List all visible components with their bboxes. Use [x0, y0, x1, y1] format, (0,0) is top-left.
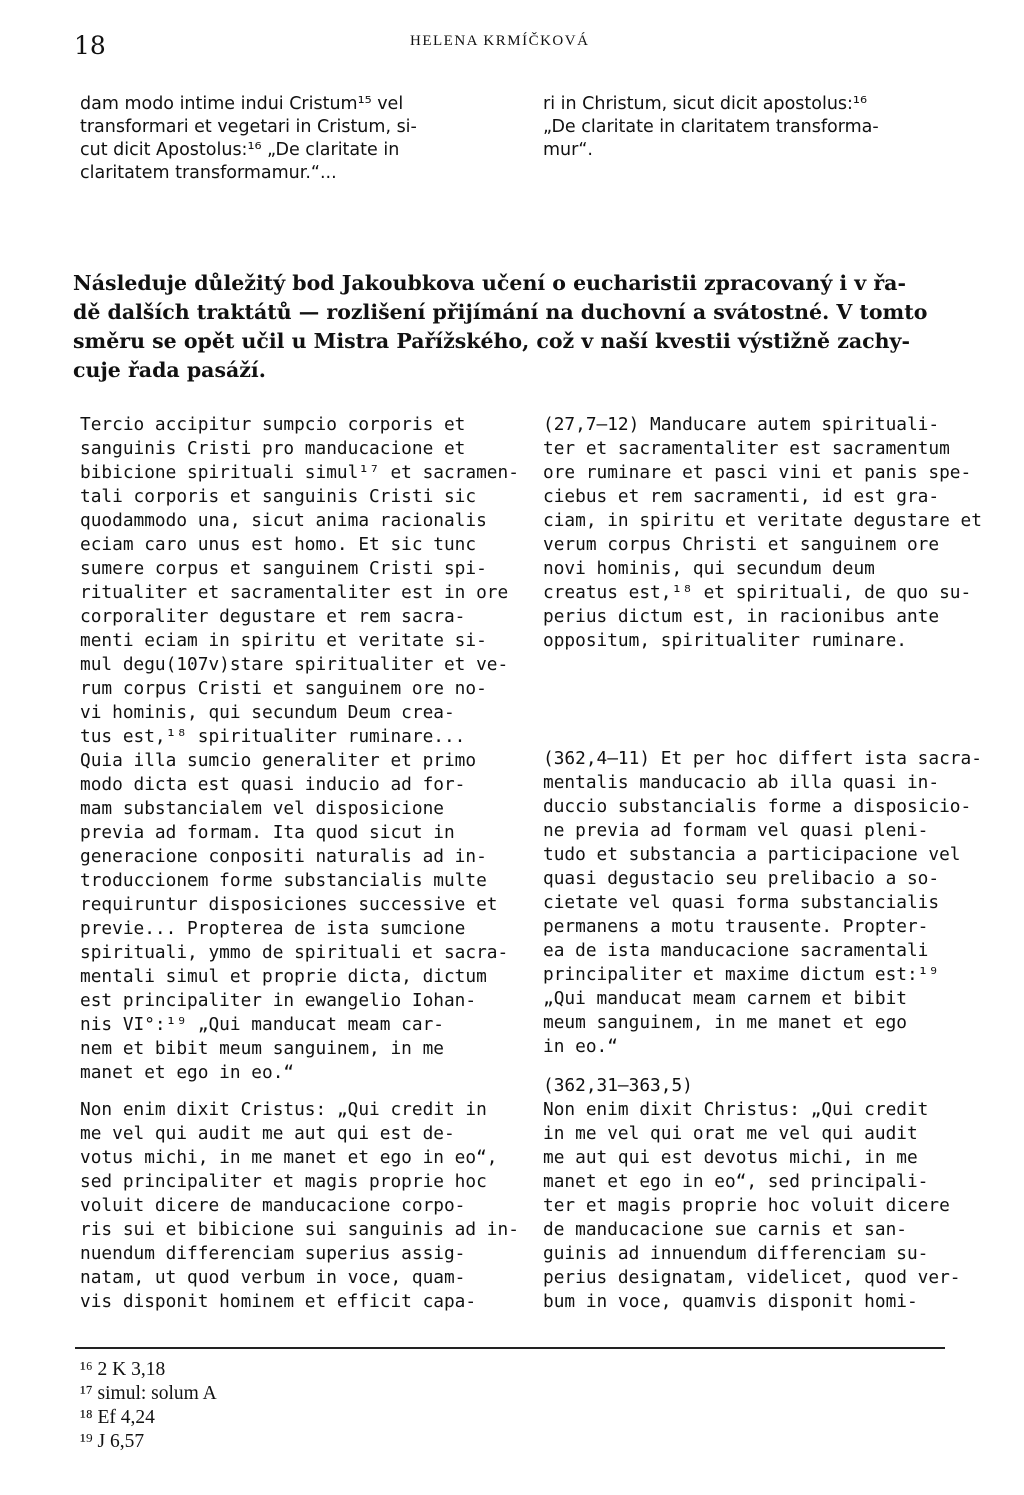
text-line: perius dictum est, in racionibus ante: [543, 606, 940, 627]
text-line: dě dalších traktátů — rozlišení přijímání na duchovní a svátostné. V tomto: [73, 300, 928, 324]
text-line: ¹⁶ 2 K 3,18: [80, 1359, 166, 1380]
text-line: ter et sacramentaliter est sacramentum: [543, 438, 950, 459]
text-line: natam, ut quod verbum in voce, quam-: [80, 1267, 466, 1288]
text-line: modo dicta est quasi inducio ad for-: [80, 774, 466, 795]
text-line: cut dicit Apostolus:¹⁶ „De claritate in: [80, 140, 400, 160]
text-line: „De claritate in claritatem transforma-: [543, 117, 879, 137]
text-line: tus est,¹⁸ spiritualiter ruminare...: [80, 726, 466, 747]
text-line: meum sanguinem, in me manet et ego: [543, 1012, 907, 1033]
text-line: mur“.: [543, 140, 593, 160]
text-line: ris sui et bibicione sui sanguinis ad in-: [80, 1219, 519, 1240]
right-column-text-2: [543, 747, 982, 1059]
text-line: principaliter et maxime dictum est:¹⁹: [543, 964, 940, 985]
text-line: troduccionem forme substancialis multe: [80, 870, 487, 891]
text-line: perius designatam, videlicet, quod ver-: [543, 1267, 961, 1288]
text-line: quodammodo una, sicut anima racionalis: [80, 510, 487, 531]
left-column-text-1: [80, 413, 519, 1085]
text-line: nis VI°:¹⁹ „Qui manducat meam car-: [80, 1014, 444, 1035]
text-line: (27,7—12) Manducare autem spirituali-: [543, 414, 940, 435]
text-line: (362,4—11) Et per hoc differt ista sacra-: [543, 748, 982, 769]
text-line: Non enim dixit Christus: „Qui credit: [543, 1099, 929, 1120]
text-line: oppositum, spiritualiter ruminare.: [543, 630, 907, 651]
text-line: manet et ego in eo.“: [80, 1062, 295, 1083]
text-line: ter et magis proprie hoc voluit dicere: [543, 1195, 950, 1216]
text-line: Následuje důležitý bod Jakoubkova učení o eucharistii zpracovaný i v řa-: [73, 271, 906, 295]
text-line: „Qui manducat meam carnem et bibit: [543, 988, 907, 1009]
text-line: vis disponit hominem et efficit capa-: [80, 1291, 477, 1312]
text-line: menti eciam in spiritu et veritate si-: [80, 630, 487, 651]
text-line: verum corpus Christi et sanguinem ore: [543, 534, 940, 555]
text-line: ri in Christum, sicut dicit apostolus:¹⁶: [543, 94, 867, 114]
text-line: creatus est,¹⁸ et spirituali, de quo su-: [543, 582, 972, 603]
text-line: ¹⁷ simul: solum A: [80, 1383, 217, 1404]
text-line: ciam, in spiritu et veritate degustare et: [543, 510, 982, 531]
text-line: guinis ad innuendum differenciam su-: [543, 1243, 929, 1264]
right-column-text-3: [543, 1074, 961, 1314]
text-line: quasi degustacio seu prelibacio a so-: [543, 868, 940, 889]
top-right-quote: [543, 93, 879, 162]
footnote-rule: [75, 1347, 945, 1349]
text-line: ore ruminare et pasci vini et panis spe-: [543, 462, 972, 483]
text-line: směru se opět učil u Mistra Pařížského, což v naší kvestii výstižně zachy-: [73, 329, 910, 353]
commentary-paragraph: [73, 269, 963, 385]
text-line: est principaliter in ewangelio Iohan-: [80, 990, 477, 1011]
text-line: in me vel qui orat me vel qui audit: [543, 1123, 918, 1144]
text-line: spirituali, ymmo de spirituali et sacra-: [80, 942, 509, 963]
text-line: in eo.“: [543, 1036, 618, 1057]
text-line: ciebus et rem sacramenti, id est gra-: [543, 486, 940, 507]
text-line: tudo et substancia a participacione vel: [543, 844, 961, 865]
text-line: de manducacione sue carnis et san-: [543, 1219, 907, 1240]
text-line: nem et bibit meum sanguinem, in me: [80, 1038, 444, 1059]
text-line: voluit dicere de manducacione corpo-: [80, 1195, 466, 1216]
text-line: cietate vel quasi forma substancialis: [543, 892, 940, 913]
text-line: mentali simul et proprie dicta, dictum: [80, 966, 487, 987]
text-line: bibicione spirituali simul¹⁷ et sacramen-: [80, 462, 519, 483]
text-line: ea de ista manducacione sacramentali: [543, 940, 929, 961]
text-line: ritualiter et sacramentaliter est in ore: [80, 582, 509, 603]
left-column-text-2: [80, 1098, 519, 1314]
text-line: bum in voce, quamvis disponit homi-: [543, 1291, 918, 1312]
text-line: nuendum differenciam superius assig-: [80, 1243, 466, 1264]
text-line: previe... Propterea de ista sumcione: [80, 918, 466, 939]
text-line: mentalis manducacio ab illa quasi in-: [543, 772, 940, 793]
right-column-text-1: [543, 413, 982, 653]
footnotes: [80, 1358, 217, 1454]
text-line: Non enim dixit Cristus: „Qui credit in: [80, 1099, 487, 1120]
text-line: requiruntur disposiciones successive et: [80, 894, 498, 915]
text-line: Tercio accipitur sumpcio corporis et: [80, 414, 466, 435]
text-line: mam substancialem vel disposicione: [80, 798, 444, 819]
text-line: generacione conpositi naturalis ad in-: [80, 846, 487, 867]
text-line: ¹⁹ J 6,57: [80, 1431, 145, 1452]
page-number: 18: [74, 31, 106, 60]
text-line: novi hominis, qui secundum deum: [543, 558, 875, 579]
text-line: previa ad formam. Ita quod sicut in: [80, 822, 455, 843]
text-line: corporaliter degustare et rem sacra-: [80, 606, 466, 627]
text-line: dam modo intime indui Cristum¹⁵ vel: [80, 94, 404, 114]
text-line: me vel qui audit me aut qui est de-: [80, 1123, 455, 1144]
text-line: rum corpus Cristi et sanguinem ore no-: [80, 678, 487, 699]
text-line: duccio substancialis forme a disposicio-: [543, 796, 972, 817]
text-line: Quia illa sumcio generaliter et primo: [80, 750, 477, 771]
text-line: sanguinis Cristi pro manducacione et: [80, 438, 466, 459]
text-line: ne previa ad formam vel quasi pleni-: [543, 820, 929, 841]
text-line: vi hominis, qui secundum Deum crea-: [80, 702, 455, 723]
text-line: sed principaliter et magis proprie hoc: [80, 1171, 487, 1192]
top-left-quote: [80, 93, 417, 185]
text-line: votus michi, in me manet et ego in eo“,: [80, 1147, 498, 1168]
text-line: tali corporis et sanguinis Cristi sic: [80, 486, 477, 507]
text-line: cuje řada pasáží.: [73, 358, 266, 382]
text-line: claritatem transformamur.“...: [80, 163, 337, 183]
text-line: mul degu(107v)stare spiritualiter et ve-: [80, 654, 509, 675]
text-line: eciam caro unus est homo. Et sic tunc: [80, 534, 477, 555]
text-line: transformari et vegetari in Cristum, si-: [80, 117, 417, 137]
text-line: ¹⁸ Ef 4,24: [80, 1407, 155, 1428]
text-line: (362,31—363,5): [543, 1075, 693, 1096]
text-line: permanens a motu trausente. Propter-: [543, 916, 929, 937]
running-head: HELENA KRMÍČKOVÁ: [410, 33, 590, 49]
text-line: sumere corpus et sanguinem Cristi spi-: [80, 558, 487, 579]
text-line: me aut qui est devotus michi, in me: [543, 1147, 918, 1168]
text-line: manet et ego in eo“, sed principali-: [543, 1171, 929, 1192]
